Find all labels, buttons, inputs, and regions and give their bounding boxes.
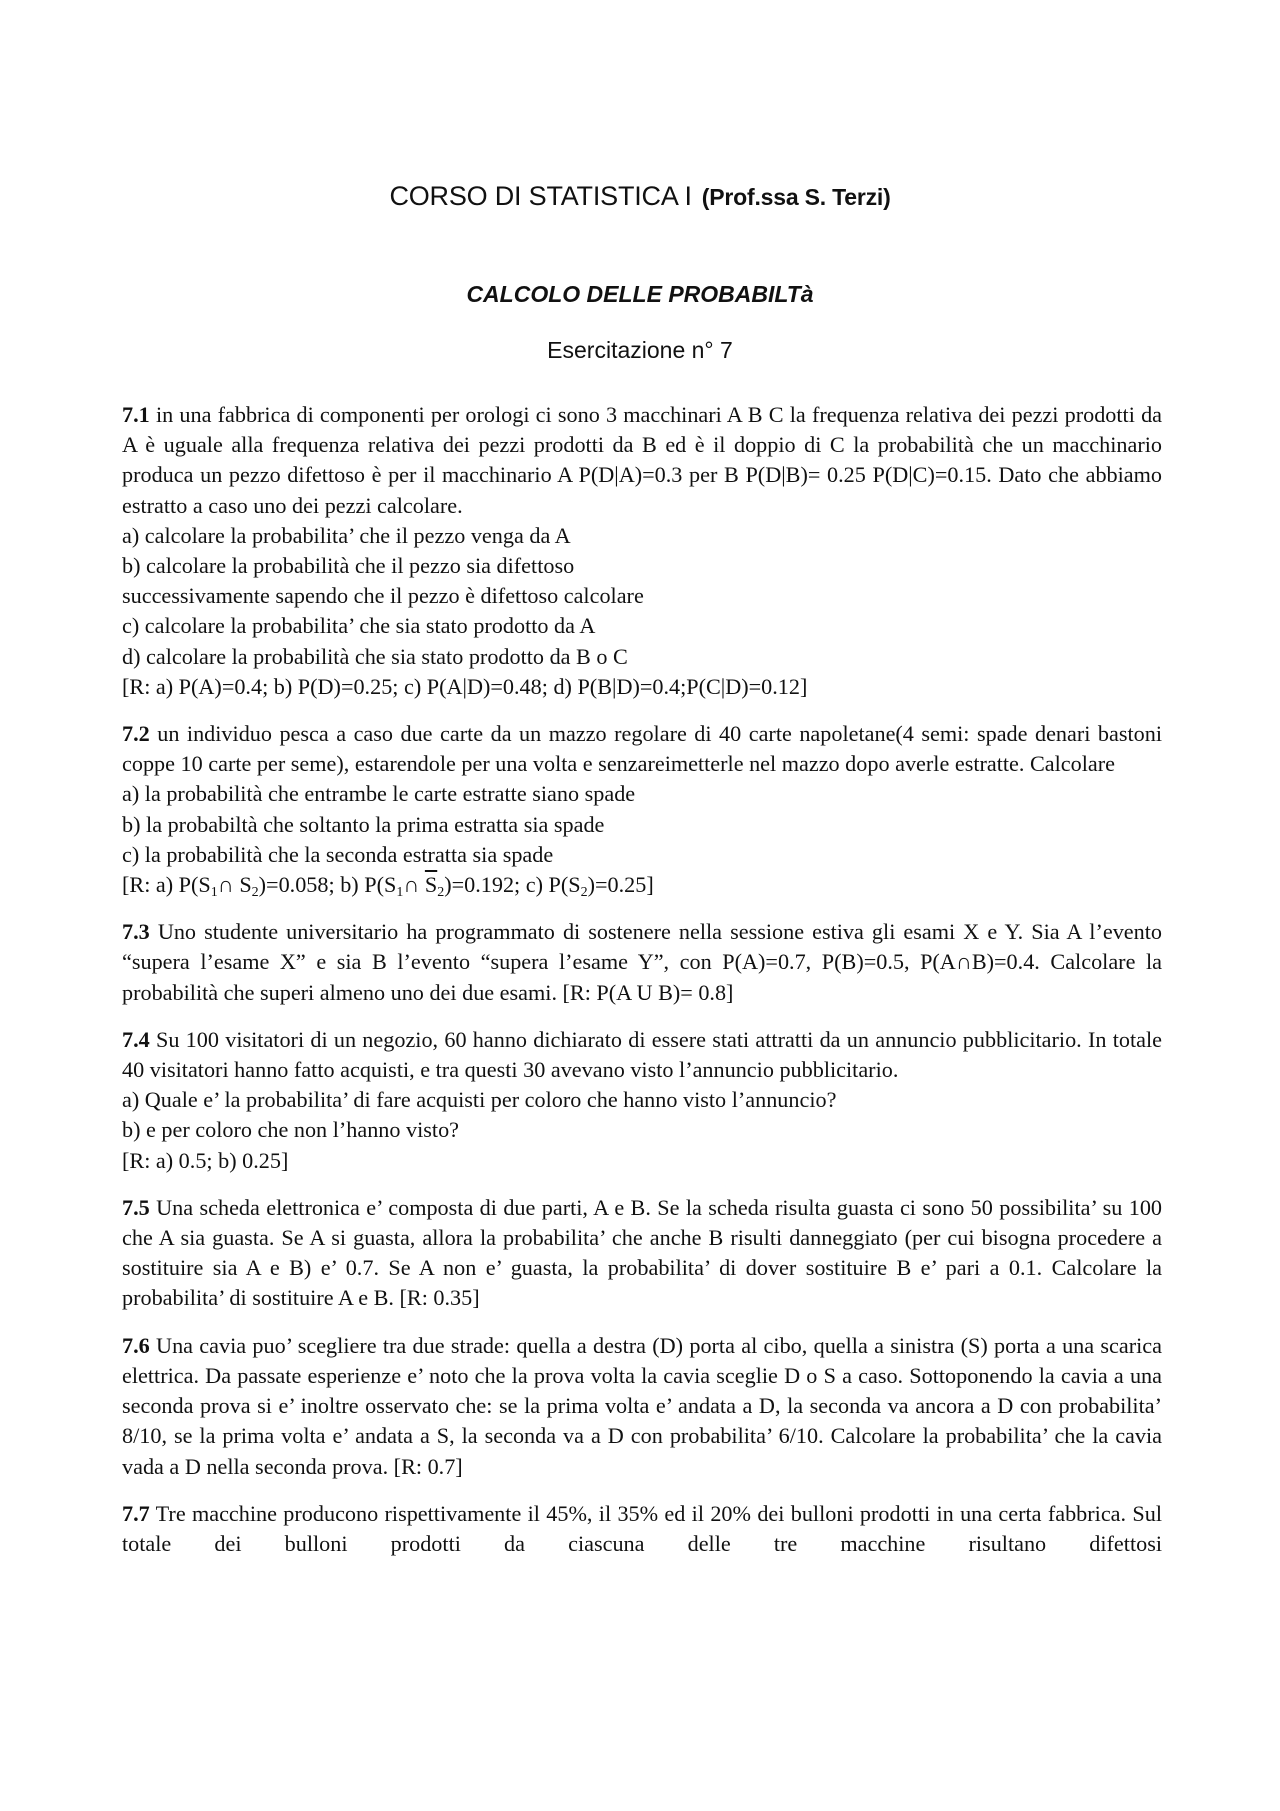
- professor-name: (Prof.ssa S. Terzi): [701, 184, 891, 210]
- exercise-number: 7.4: [122, 1026, 150, 1052]
- exercise-text: in una fabbrica di componenti per orologi ci sono 3 macchinari A B C la frequenza relativa dei pezzi prodotti da A è uguale alla frequenza relativa dei pezzi prodotti da B ed è il doppio di C la probabilità che un macchinario produca un pezzo difettoso è per il macchinario A P(D|A)=0.3 per B P(D|B)= 0.25 P(D|C)=0.15. Dato che abbiamo estratto a caso uno dei pezzi calcolare.: [122, 402, 1163, 518]
- question-a: a) la probabilità che entrambe le carte estratte siano spade: [122, 781, 636, 807]
- exercise-7-1: [122, 400, 1162, 702]
- question-a: a) Quale e’ la probabilita’ di fare acquisti per coloro che hanno visto l’annuncio?: [122, 1087, 837, 1113]
- exercise-set-label: Esercitazione n° 7: [547, 337, 733, 363]
- exercise-number: 7.5: [122, 1194, 150, 1220]
- exercise-7-3: [122, 917, 1162, 1008]
- question-b: b) la probabiltà che soltanto la prima estratta sia spade: [122, 811, 605, 837]
- exercise-number: 7.3: [122, 919, 150, 945]
- question-a: a) calcolare la probabilita’ che il pezzo venga da A: [122, 522, 571, 548]
- question-c: c) la probabilità che la seconda estratta sia spade: [122, 841, 554, 867]
- section-subtitle: CALCOLO DELLE PROBABILTà: [466, 281, 814, 307]
- question-d: d) calcolare la probabilità che sia stato prodotto da B o C: [122, 643, 628, 669]
- exercise-7-4: [122, 1025, 1162, 1176]
- exercise-text: Su 100 visitatori di un negozio, 60 hanno dichiarato di essere stati attratti da un annuncio pubblicitario. In totale 40 visitatori hanno fatto acquisti, e tra questi 30 avevano visto l’annuncio pubblicitario.: [122, 1026, 1163, 1083]
- exercise-7-2: [122, 719, 1162, 900]
- exercise-text: Una cavia puo’ scegliere tra due strade: quella a destra (D) porta al cibo, quella a sinistra (S) porta a una scarica elettrica. Da passate esperienze e’ noto che la prova volta la cavia sceglie D o S a caso. Sottoponendo la cavia a una seconda prova si e’ inoltre osservato che: se la prima volta e’ andata a D, la seconda va ancora a D con probabilita’ 8/10, se la prima volta e’ andata a S, la seconda va a D con probabilita’ 6/10. Calcolare la probabilita’ che la cavia vada a D nella seconda prova. [R: 0.7]: [122, 1332, 1163, 1479]
- exercise-number: 7.2: [122, 721, 150, 747]
- exercise-number: 7.7: [122, 1500, 150, 1526]
- course-name: CORSO DI STATISTICA I: [389, 181, 692, 211]
- instruction-line: successivamente sapendo che il pezzo è difettoso calcolare: [122, 583, 644, 609]
- exercise-7-6: [122, 1331, 1162, 1482]
- exercise-text: Tre macchine producono rispettivamente il 45%, il 35% ed il 20% dei bulloni prodotti in una certa fabbrica. Sul totale dei bulloni prodotti da ciascuna delle tre macchine risultano difettosi: [122, 1500, 1162, 1556]
- question-c: c) calcolare la probabilita’ che sia stato prodotto da A: [122, 613, 596, 639]
- exercise-number: 7.1: [122, 402, 150, 427]
- exercise-7-5: [122, 1193, 1162, 1314]
- question-b: b) calcolare la probabilità che il pezzo sia difettoso: [122, 553, 575, 579]
- answer-line: [R: a) P(A)=0.4; b) P(D)=0.25; c) P(A|D)=0.48; d) P(B|D)=0.4;P(C|D)=0.12]: [122, 673, 808, 699]
- exercise-text: un individuo pesca a caso due carte da un mazzo regolare di 40 carte napoletane(4 semi: spade denari bastoni coppe 10 carte per seme), estarendole per una volta e senzareimetterle nel mazzo dopo averle estratte. Calcolare: [122, 721, 1162, 777]
- answer-line: [R: a) 0.5; b) 0.25]: [122, 1147, 289, 1173]
- answer-line: [R: a) $P(S_1\cap$ $S_2)=0.058$; b) $P(S_1\cap$ $\overline{S}_2)=0.192$; c) $P(S_2)=0.25$]: [122, 872, 654, 901]
- exercise-7-7: [122, 1499, 1162, 1559]
- exercise-list: [122, 400, 1162, 1576]
- question-b: b) e per coloro che non l’hanno visto?: [122, 1117, 460, 1143]
- exercise-number: 7.6: [122, 1332, 150, 1358]
- exercise-text: Una scheda elettronica e’ composta di due parti, A e B. Se la scheda risulta guasta ci sono 50 possibilita’ su 100 che A sia guasta. Se A si guasta, allora la probabilita’ che anche B risulti danneggiato (per cui bisogna procedere a sostituire sia A e B) e’ 0.7. Se A non e’ guasta, la probabilita’ di dover sostituire B e’ pari a 0.1. Calcolare la probabilita’ di sostituire A e B. [R: 0.35]: [122, 1194, 1163, 1311]
- exercise-text: Uno studente universitario ha programmato di sostenere nella sessione estiva gli esami X e Y. Sia A l’evento “supera l’esame X” e sia B l’evento “supera l’esame Y”, con P(A)=0.7, P(B)=0.5, P(A∩B)=0.4. Calcolare la probabilità che superi almeno uno dei due esami. [R: P(A U B)= 0.8]: [122, 919, 1162, 1005]
- course-title: [0, 181, 1280, 212]
